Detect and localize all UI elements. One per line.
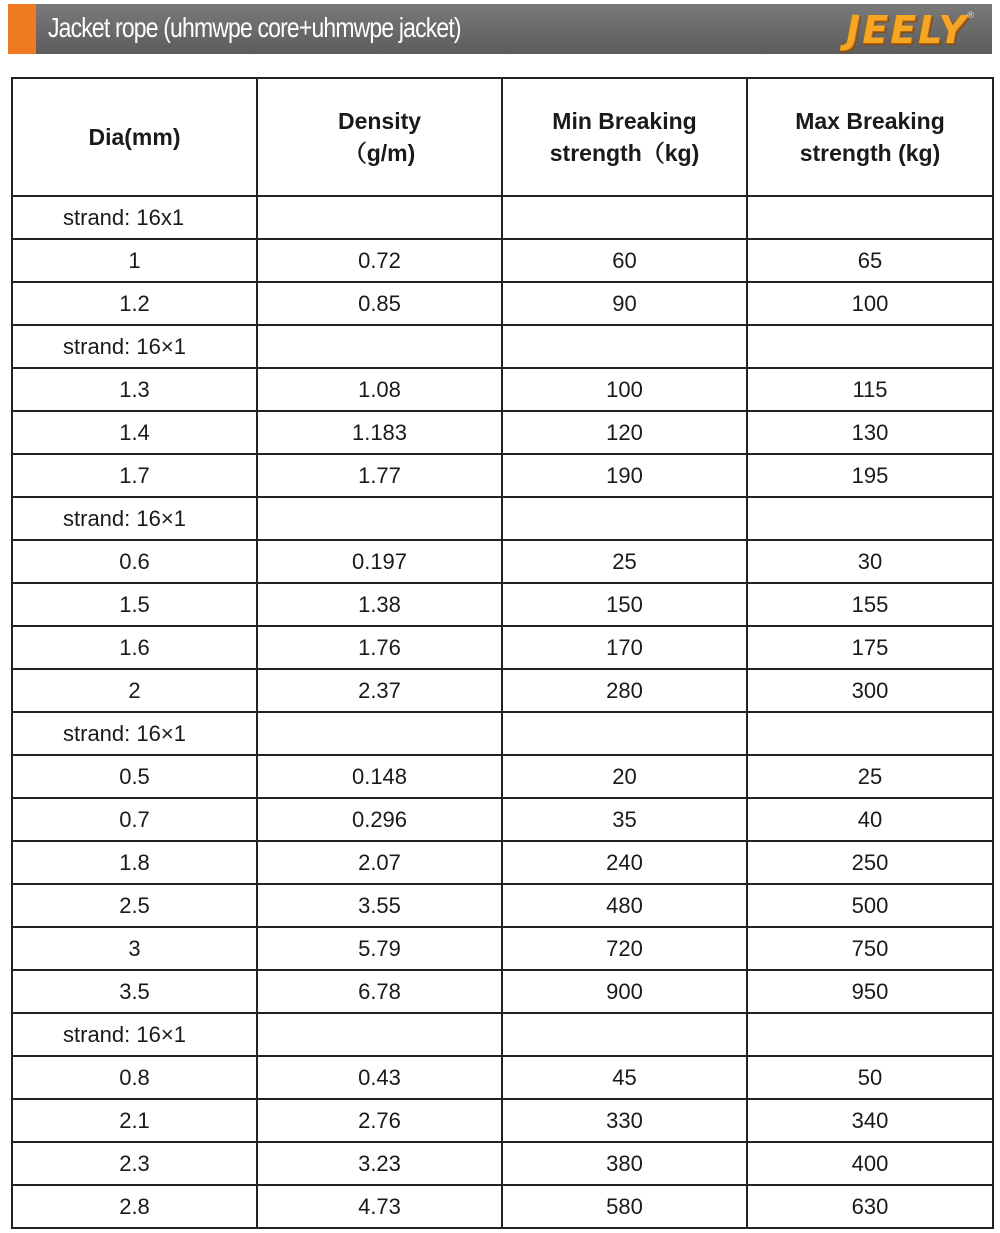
min-breaking-cell: 35 xyxy=(502,798,747,841)
density-cell: 1.08 xyxy=(257,368,502,411)
min-breaking-cell: 45 xyxy=(502,1056,747,1099)
max-breaking-cell xyxy=(747,1013,993,1056)
min-breaking-cell: 380 xyxy=(502,1142,747,1185)
table-row xyxy=(12,1185,993,1228)
header-line: strength (kg) xyxy=(799,140,941,166)
header-line: （g/m) xyxy=(343,140,416,166)
min-breaking-cell xyxy=(502,1013,747,1056)
table-row xyxy=(12,454,993,497)
min-breaking-cell: 580 xyxy=(502,1185,747,1228)
diameter-cell: 3.5 xyxy=(12,970,257,1013)
density-cell: 2.37 xyxy=(257,669,502,712)
strand-label: strand: 16×1 xyxy=(12,497,257,540)
table-row xyxy=(12,1142,993,1185)
strand-group-row xyxy=(12,325,993,368)
max-breaking-cell: 50 xyxy=(747,1056,993,1099)
max-breaking-cell xyxy=(747,712,993,755)
diameter-cell: 1.5 xyxy=(12,583,257,626)
page-title: Jacket rope (uhmwpe core+uhmwpe jacket) xyxy=(48,12,461,43)
min-breaking-cell: 150 xyxy=(502,583,747,626)
table-row xyxy=(12,841,993,884)
diameter-cell: 1.8 xyxy=(12,841,257,884)
header-line: Density xyxy=(337,108,422,134)
table-row xyxy=(12,583,993,626)
table-body xyxy=(12,196,993,1228)
density-cell: 0.148 xyxy=(257,755,502,798)
strand-group-row xyxy=(12,712,993,755)
table-row xyxy=(12,540,993,583)
brand-logo: JEELY xyxy=(846,8,968,52)
diameter-cell: 1 xyxy=(12,239,257,282)
table-row xyxy=(12,1056,993,1099)
table-row xyxy=(12,798,993,841)
table-row xyxy=(12,282,993,325)
max-breaking-cell: 500 xyxy=(747,884,993,927)
density-cell: 0.43 xyxy=(257,1056,502,1099)
min-breaking-cell: 280 xyxy=(502,669,747,712)
density-cell: 1.77 xyxy=(257,454,502,497)
table-row xyxy=(12,239,993,282)
diameter-cell: 3 xyxy=(12,927,257,970)
diameter-cell: 0.7 xyxy=(12,798,257,841)
max-breaking-cell xyxy=(747,497,993,540)
table-row xyxy=(12,411,993,454)
density-cell: 3.23 xyxy=(257,1142,502,1185)
min-breaking-cell: 480 xyxy=(502,884,747,927)
max-breaking-cell: 300 xyxy=(747,669,993,712)
density-cell xyxy=(257,196,502,239)
max-breaking-cell: 195 xyxy=(747,454,993,497)
table-row xyxy=(12,669,993,712)
diameter-cell: 0.6 xyxy=(12,540,257,583)
max-breaking-cell: 100 xyxy=(747,282,993,325)
diameter-cell: 1.4 xyxy=(12,411,257,454)
min-breaking-cell: 190 xyxy=(502,454,747,497)
diameter-cell: 1.7 xyxy=(12,454,257,497)
density-cell: 2.76 xyxy=(257,1099,502,1142)
max-breaking-cell: 40 xyxy=(747,798,993,841)
diameter-cell: 2.5 xyxy=(12,884,257,927)
min-breaking-header xyxy=(502,78,747,196)
density-cell: 5.79 xyxy=(257,927,502,970)
min-breaking-cell: 20 xyxy=(502,755,747,798)
diameter-cell: 0.8 xyxy=(12,1056,257,1099)
density-cell: 1.38 xyxy=(257,583,502,626)
min-breaking-cell: 25 xyxy=(502,540,747,583)
density-header xyxy=(257,78,502,196)
min-breaking-cell: 100 xyxy=(502,368,747,411)
diameter-cell: 2.8 xyxy=(12,1185,257,1228)
header-line: strength（kg) xyxy=(549,140,700,166)
diameter-cell: 1.2 xyxy=(12,282,257,325)
header-row xyxy=(12,78,993,196)
density-cell: 0.296 xyxy=(257,798,502,841)
banner-accent-stripe xyxy=(8,4,36,54)
table-row xyxy=(12,884,993,927)
header-line: Dia(mm) xyxy=(88,124,181,150)
density-cell: 0.197 xyxy=(257,540,502,583)
title-banner xyxy=(8,4,992,54)
density-cell: 2.07 xyxy=(257,841,502,884)
max-breaking-cell: 400 xyxy=(747,1142,993,1185)
strand-group-row xyxy=(12,1013,993,1056)
min-breaking-cell xyxy=(502,497,747,540)
table-row xyxy=(12,626,993,669)
table-row xyxy=(12,368,993,411)
max-breaking-cell: 950 xyxy=(747,970,993,1013)
max-breaking-cell: 250 xyxy=(747,841,993,884)
density-cell: 3.55 xyxy=(257,884,502,927)
diameter-cell: 2.1 xyxy=(12,1099,257,1142)
min-breaking-cell: 120 xyxy=(502,411,747,454)
diameter-cell: 1.3 xyxy=(12,368,257,411)
max-breaking-cell xyxy=(747,325,993,368)
strand-label: strand: 16×1 xyxy=(12,1013,257,1056)
strand-group-row xyxy=(12,497,993,540)
min-breaking-cell: 60 xyxy=(502,239,747,282)
max-breaking-cell: 130 xyxy=(747,411,993,454)
max-breaking-cell: 115 xyxy=(747,368,993,411)
table-row xyxy=(12,970,993,1013)
density-cell xyxy=(257,712,502,755)
min-breaking-cell: 900 xyxy=(502,970,747,1013)
diameter-cell: 1.6 xyxy=(12,626,257,669)
table-row xyxy=(12,1099,993,1142)
density-cell: 1.76 xyxy=(257,626,502,669)
min-breaking-cell xyxy=(502,712,747,755)
density-cell: 6.78 xyxy=(257,970,502,1013)
density-cell: 0.72 xyxy=(257,239,502,282)
max-breaking-cell: 155 xyxy=(747,583,993,626)
table-row xyxy=(12,755,993,798)
strand-label: strand: 16x1 xyxy=(12,196,257,239)
density-cell xyxy=(257,1013,502,1056)
min-breaking-cell: 170 xyxy=(502,626,747,669)
spec-table-container xyxy=(11,77,994,1229)
registered-mark: ® xyxy=(967,10,974,20)
min-breaking-cell: 330 xyxy=(502,1099,747,1142)
diameter-header xyxy=(12,78,257,196)
max-breaking-cell: 630 xyxy=(747,1185,993,1228)
density-cell: 4.73 xyxy=(257,1185,502,1228)
diameter-cell: 0.5 xyxy=(12,755,257,798)
max-breaking-cell: 25 xyxy=(747,755,993,798)
table-row xyxy=(12,927,993,970)
max-breaking-cell: 65 xyxy=(747,239,993,282)
max-breaking-header xyxy=(747,78,993,196)
strand-label: strand: 16×1 xyxy=(12,325,257,368)
diameter-cell: 2.3 xyxy=(12,1142,257,1185)
max-breaking-cell: 750 xyxy=(747,927,993,970)
min-breaking-cell xyxy=(502,325,747,368)
min-breaking-cell: 90 xyxy=(502,282,747,325)
density-cell: 0.85 xyxy=(257,282,502,325)
header-line: Min Breaking xyxy=(552,108,697,134)
max-breaking-cell: 30 xyxy=(747,540,993,583)
spec-table xyxy=(11,77,994,1229)
min-breaking-cell xyxy=(502,196,747,239)
max-breaking-cell xyxy=(747,196,993,239)
strand-label: strand: 16×1 xyxy=(12,712,257,755)
header-line: Max Breaking xyxy=(795,108,945,134)
min-breaking-cell: 720 xyxy=(502,927,747,970)
min-breaking-cell: 240 xyxy=(502,841,747,884)
density-cell xyxy=(257,497,502,540)
strand-group-row xyxy=(12,196,993,239)
density-cell xyxy=(257,325,502,368)
max-breaking-cell: 175 xyxy=(747,626,993,669)
diameter-cell: 2 xyxy=(12,669,257,712)
max-breaking-cell: 340 xyxy=(747,1099,993,1142)
density-cell: 1.183 xyxy=(257,411,502,454)
